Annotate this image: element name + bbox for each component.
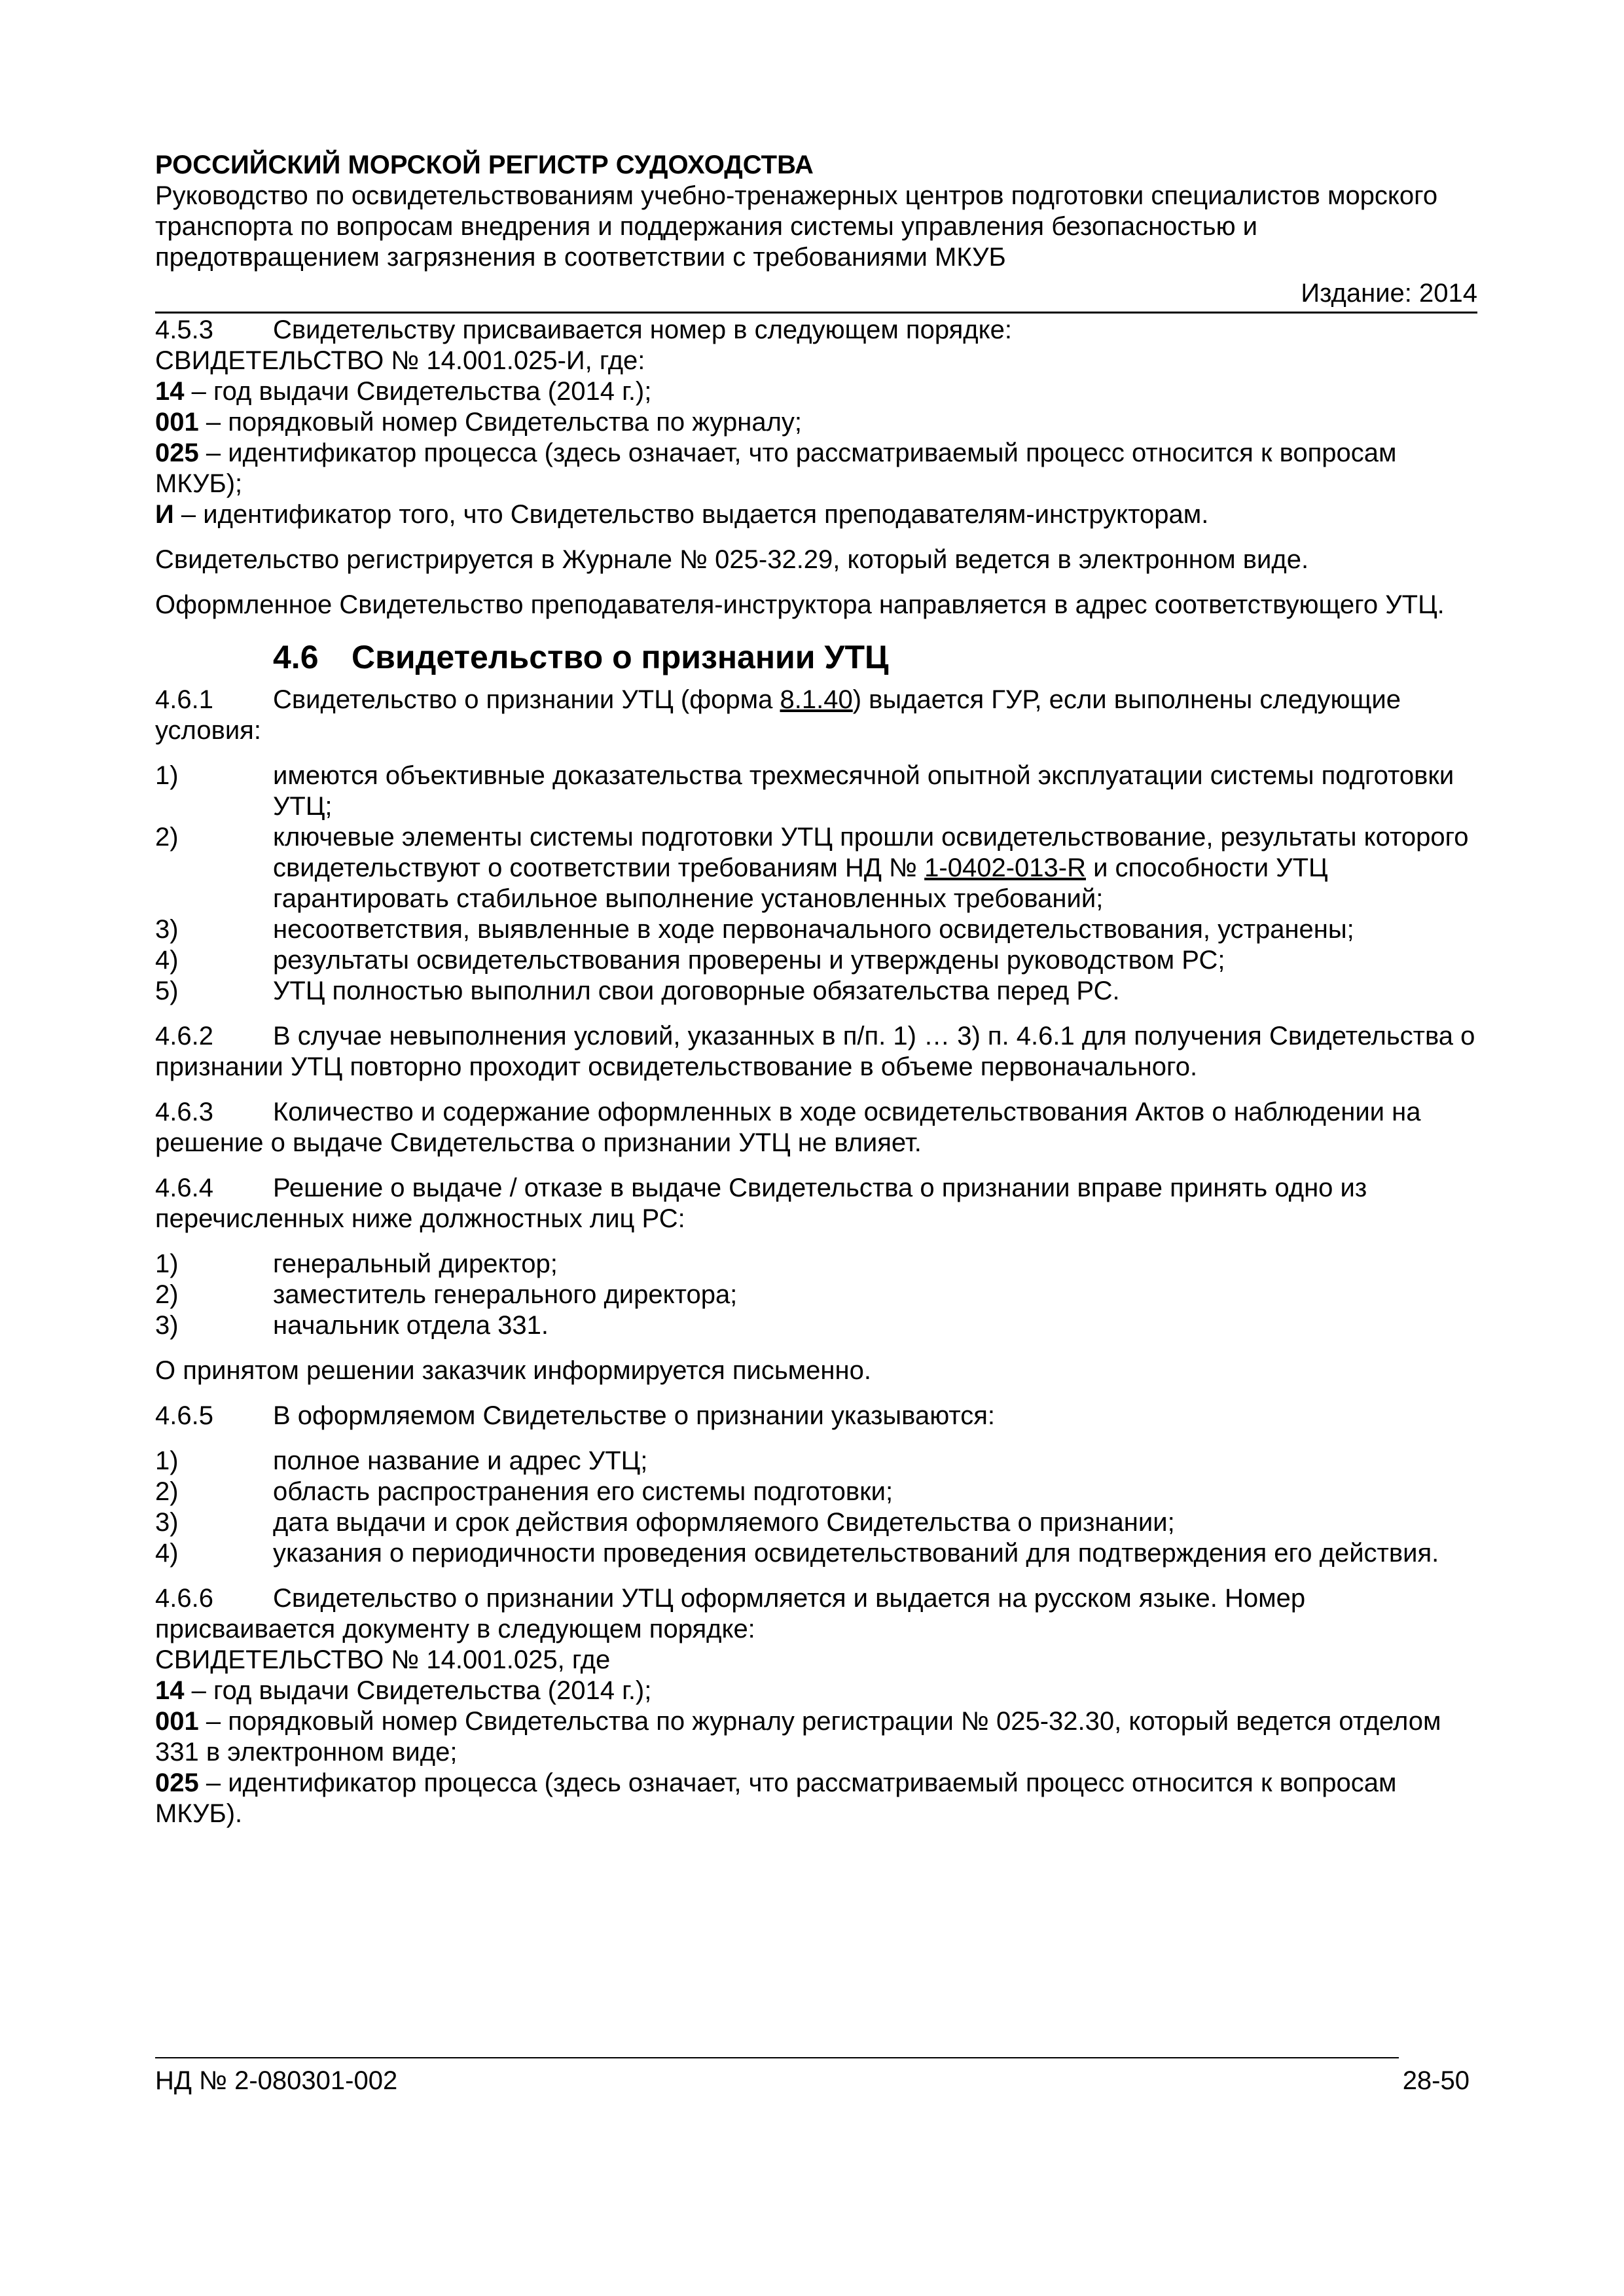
definition-item: 001 – порядковый номер Свидетельства по журналу регистрации № 025-32.30, который ведется отделом 331 в электронном виде;	[155, 1707, 1441, 1767]
document-title: Руководство по освидетельствованиям учебно-тренажерных центров подготовки специалистов морского транспорта по вопросам внедрения и поддержания системы управления безопасностью и предотвращением загрязнения в соответствии с требованиями МКУБ	[155, 181, 1438, 272]
header-divider	[155, 312, 1477, 314]
page-footer	[155, 2057, 1470, 2096]
paragraph-text: Свидетельству присваивается номер в следующем порядке:	[273, 315, 1012, 344]
conditions-list	[155, 761, 1477, 1007]
organization-name: РОССИЙСКИЙ МОРСКОЙ РЕГИСТР СУДОХОДСТВА	[155, 151, 814, 179]
paragraph-4-6-6: 4.6.6 Свидетельство о признании УТЦ оформляется и выдается на русском языке. Номер присваивается документу в следующем порядке: СВИДЕТЕЛЬСТВО № 14.001.025, где 14 – год выдачи Свидетельства (2014 г.); 001 – порядковый номер Свидетельства по журналу регистрации № 025-32.30, который ведется отделом 331 в электронном виде; 025 – идентификатор процесса (здесь означает, что рассматриваемый процесс относится к вопросам МКУБ).	[155, 1583, 1477, 1829]
paragraph-4-6-2: 4.6.2 В случае невыполнения условий, указанных в п/п. 1) … 3) п. 4.6.1 для получения Свидетельства о признании УТЦ повторно проходит освидетельствование в объеме первоначального.	[155, 1022, 1475, 1081]
list-item: 1) полное название и адрес УТЦ;	[155, 1446, 648, 1475]
certificate-number-line: СВИДЕТЕЛЬСТВО № 14.001.025-И, где:	[155, 346, 645, 375]
list-item: 2) заместитель генерального директора;	[155, 1280, 738, 1309]
document-header	[155, 149, 1477, 314]
definition-item: 14 – год выдачи Свидетельства (2014 г.);	[155, 377, 652, 406]
certificate-contents-list	[155, 1446, 1477, 1569]
document-number: НД № 2-080301-002	[155, 2066, 398, 2095]
list-item: 4) результаты освидетельствования проверены и утверждены руководством РС;	[155, 946, 1225, 975]
certificate-number-line: СВИДЕТЕЛЬСТВО № 14.001.025, где	[155, 1645, 611, 1674]
registration-paragraph: Свидетельство регистрируется в Журнале № 025-32.29, который ведется в электронном виде.	[155, 545, 1309, 574]
sending-paragraph: Оформленное Свидетельство преподавателя-инструктора направляется в адрес соответствующего УТЦ.	[155, 590, 1445, 619]
definition-item: 001 – порядковый номер Свидетельства по журналу;	[155, 408, 803, 437]
definition-item: 025 – идентификатор процесса (здесь означает, что рассматриваемый процесс относится к вопросам МКУБ);	[155, 439, 1397, 498]
document-page	[155, 149, 1477, 1829]
form-link[interactable]: 8.1.40	[780, 685, 853, 714]
paragraph-4-5-3	[155, 315, 1477, 530]
list-item: 5) УТЦ полностью выполнил свои договорные обязательства перед РС.	[155, 977, 1120, 1005]
list-item: 3) несоответствия, выявленные в ходе первоначального освидетельствования, устранены;	[155, 915, 1354, 944]
list-item: 3) дата выдачи и срок действия оформляемого Свидетельства о признании;	[155, 1508, 1175, 1537]
officials-list	[155, 1249, 1477, 1341]
definition-item: 025 – идентификатор процесса (здесь означает, что рассматриваемый процесс относится к вопросам МКУБ).	[155, 1768, 1397, 1828]
paragraph-number: 4.5.3	[155, 315, 213, 344]
page-number: 28-50	[1402, 2066, 1470, 2095]
definition-item: И – идентификатор того, что Свидетельство выдается преподавателям-инструкторам.	[155, 500, 1209, 529]
nd-link[interactable]: 1-0402-013-R	[924, 853, 1086, 882]
list-item: 1) имеются объективные доказательства трехмесячной опытной эксплуатации системы подготовки УТЦ;	[155, 761, 1454, 821]
list-item: 2) ключевые элементы системы подготовки УТЦ прошли освидетельствование, результаты которого свидетельствуют о соответствии требованиям НД № 1-0402-013-R и способности УТЦ гарантировать стабильное выполнение установленных требований;	[155, 823, 1469, 913]
paragraph-4-6-1: 4.6.1 Свидетельство о признании УТЦ (форма 8.1.40) выдается ГУР, если выполнены следующие условия:	[155, 685, 1401, 745]
paragraph-4-6-4: 4.6.4 Решение о выдаче / отказе в выдаче Свидетельства о признании вправе принять одно из перечисленных ниже должностных лиц РС:	[155, 1174, 1367, 1233]
list-item: 3) начальник отдела 331.	[155, 1311, 549, 1340]
list-item: 4) указания о периодичности проведения освидетельствований для подтверждения его действия.	[155, 1539, 1439, 1568]
list-item: 2) область распространения его системы подготовки;	[155, 1477, 893, 1506]
section-heading-4-6: 4.6 Свидетельство о признании УТЦ	[273, 639, 889, 675]
notification-paragraph: О принятом решении заказчик информируется письменно.	[155, 1356, 871, 1385]
paragraph-4-6-3: 4.6.3 Количество и содержание оформленных в ходе освидетельствования Актов о наблюдении на решение о выдаче Свидетельства о признании УТЦ не влияет.	[155, 1098, 1421, 1157]
paragraph-4-6-5: 4.6.5 В оформляемом Свидетельстве о признании указываются:	[155, 1401, 995, 1430]
list-item: 1) генеральный директор;	[155, 1249, 558, 1278]
footer-divider	[155, 2057, 1399, 2058]
definition-item: 14 – год выдачи Свидетельства (2014 г.);	[155, 1676, 652, 1705]
edition-label: Издание: 2014	[1301, 279, 1477, 308]
